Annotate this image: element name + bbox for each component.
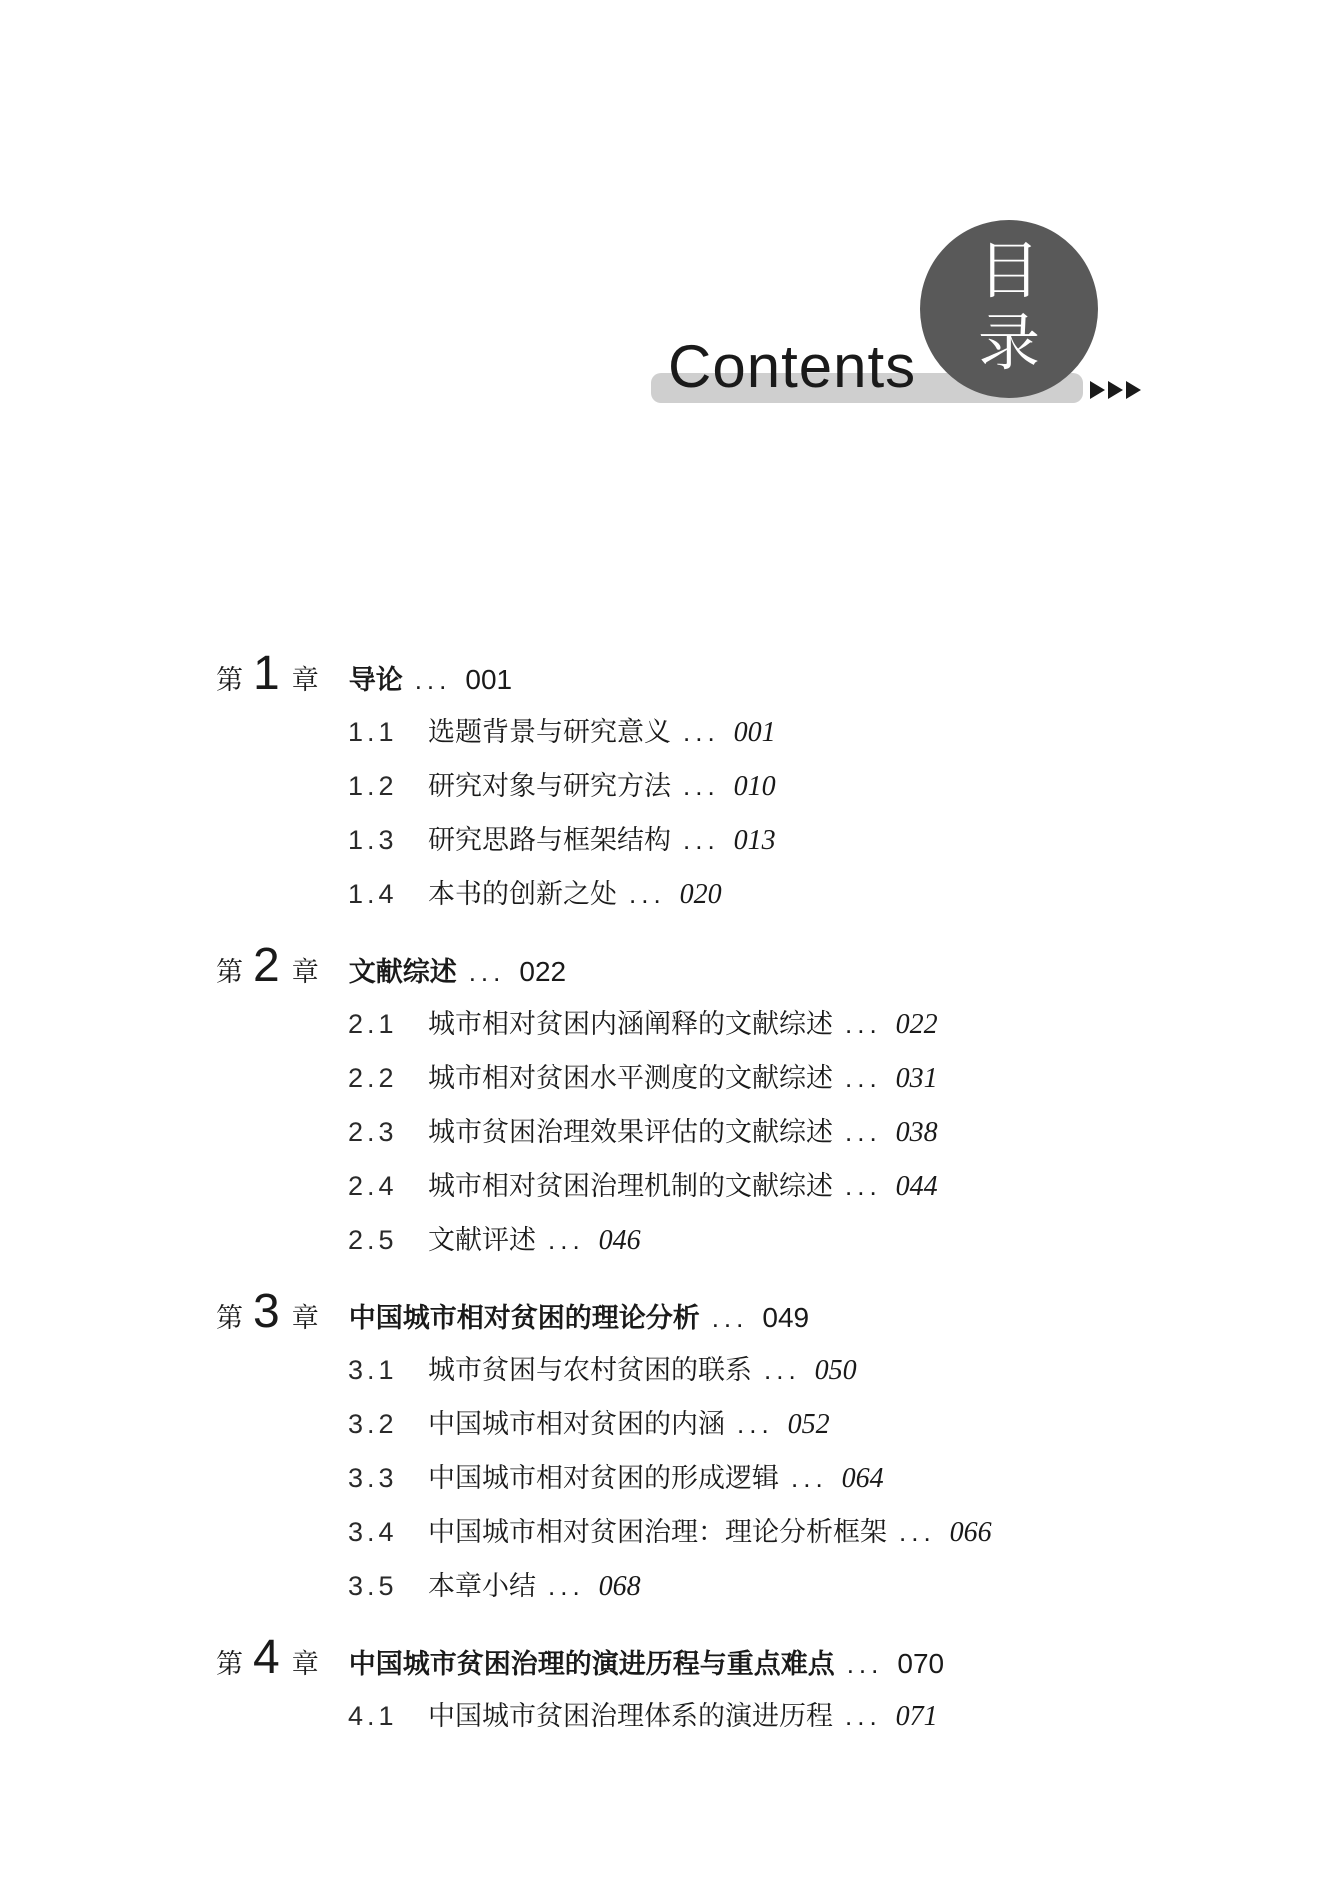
section-number: 1.2	[348, 771, 398, 801]
section-3-1-entry[interactable]	[348, 1348, 857, 1388]
section-number: 2.5	[348, 1225, 398, 1255]
section-page-number: 068	[598, 1571, 641, 1602]
chapter-page-number: 070	[897, 1648, 945, 1679]
chapter-prefix: 第	[216, 665, 243, 696]
section-title: 研究思路与框架结构	[428, 825, 671, 856]
chapter-number: 4	[253, 1631, 280, 1684]
chapter-prefix: 第	[216, 1649, 243, 1680]
section-number: 3.3	[348, 1463, 398, 1493]
section-2-2-entry[interactable]	[348, 1056, 938, 1096]
section-page-number: 038	[895, 1117, 938, 1148]
section-number: 3.5	[348, 1571, 398, 1601]
section-page-number: 013	[733, 825, 776, 856]
section-3-5-entry[interactable]	[348, 1564, 641, 1604]
leader-dots: ...	[683, 825, 720, 855]
chapter-suffix: 章	[291, 1649, 319, 1680]
section-3-2-entry[interactable]	[348, 1402, 830, 1442]
section-1-2-entry[interactable]	[348, 764, 776, 804]
leader-dots: ...	[468, 957, 506, 987]
section-1-4-entry[interactable]	[348, 872, 722, 912]
section-4-1-entry[interactable]	[348, 1694, 938, 1734]
section-1-3-entry[interactable]	[348, 818, 776, 858]
leader-dots: ...	[683, 717, 720, 747]
section-page-number: 044	[895, 1171, 938, 1202]
section-title: 城市相对贫困治理机制的文献综述	[428, 1171, 833, 1202]
section-page-number: 064	[841, 1463, 884, 1494]
section-title: 城市相对贫困水平测度的文献综述	[428, 1063, 833, 1094]
section-2-1-entry[interactable]	[348, 1002, 938, 1042]
chapter-suffix: 章	[291, 665, 319, 696]
leader-dots: ...	[791, 1463, 828, 1493]
leader-dots: ...	[846, 1649, 884, 1679]
mulu-char-2: 录	[977, 306, 1040, 379]
leader-dots: ...	[764, 1355, 801, 1385]
section-page-number: 052	[787, 1409, 830, 1440]
chapter-title: 中国城市相对贫困的理论分析	[348, 1303, 700, 1334]
section-number: 3.2	[348, 1409, 398, 1439]
chapter-page-number: 022	[519, 956, 567, 987]
section-page-number: 022	[895, 1009, 938, 1040]
section-page-number: 046	[598, 1225, 641, 1256]
chapter-title: 导论	[348, 665, 403, 696]
section-3-3-entry[interactable]	[348, 1456, 884, 1496]
section-title: 中国城市相对贫困治理：理论分析框架	[428, 1517, 887, 1548]
section-page-number: 066	[949, 1517, 992, 1548]
section-2-3-entry[interactable]	[348, 1110, 938, 1150]
section-number: 2.4	[348, 1171, 398, 1201]
section-number: 2.3	[348, 1117, 398, 1147]
chapter-number: 3	[253, 1285, 280, 1338]
section-2-4-entry[interactable]	[348, 1164, 938, 1204]
leader-dots: ...	[845, 1009, 882, 1039]
section-number: 2.1	[348, 1009, 398, 1039]
section-number: 1.3	[348, 825, 398, 855]
chapter-suffix: 章	[291, 1303, 319, 1334]
chapter-number: 2	[253, 939, 280, 992]
section-title: 中国城市相对贫困的内涵	[428, 1409, 725, 1440]
chapter-number: 1	[253, 647, 280, 700]
chapter-prefix: 第	[216, 957, 243, 988]
section-title: 研究对象与研究方法	[428, 771, 671, 802]
chapter-page-number: 001	[465, 664, 513, 695]
section-page-number: 031	[895, 1063, 938, 1094]
contents-heading: Contents	[668, 333, 917, 400]
leader-dots: ...	[737, 1409, 774, 1439]
section-2-5-entry[interactable]	[348, 1218, 641, 1258]
leader-dots: ...	[845, 1171, 882, 1201]
section-title: 城市贫困与农村贫困的联系	[428, 1355, 752, 1386]
section-title: 中国城市相对贫困的形成逻辑	[428, 1463, 779, 1494]
leader-dots: ...	[711, 1303, 749, 1333]
section-title: 中国城市贫困治理体系的演进历程	[428, 1701, 833, 1732]
leader-dots: ...	[548, 1225, 585, 1255]
leader-dots: ...	[845, 1063, 882, 1093]
section-number: 1.4	[348, 879, 398, 909]
section-title: 文献评述	[428, 1225, 536, 1256]
section-page-number: 001	[733, 717, 776, 748]
section-3-4-entry[interactable]	[348, 1510, 992, 1550]
section-title: 城市相对贫困内涵阐释的文献综述	[428, 1009, 833, 1040]
leader-dots: ...	[845, 1117, 882, 1147]
chapter-page-number: 049	[762, 1302, 810, 1333]
section-page-number: 010	[733, 771, 776, 802]
chapter-title: 文献综述	[348, 957, 457, 988]
section-number: 3.1	[348, 1355, 398, 1385]
chapter-2-entry[interactable]	[216, 939, 567, 996]
section-page-number: 071	[895, 1701, 938, 1732]
section-title: 选题背景与研究意义	[428, 717, 671, 748]
leader-dots: ...	[683, 771, 720, 801]
section-number: 4.1	[348, 1701, 398, 1731]
leader-dots: ...	[414, 665, 452, 695]
chapter-prefix: 第	[216, 1303, 243, 1334]
section-number: 2.2	[348, 1063, 398, 1093]
leader-dots: ...	[899, 1517, 936, 1547]
leader-dots: ...	[629, 879, 666, 909]
leader-dots: ...	[548, 1571, 585, 1601]
chapter-3-entry[interactable]	[216, 1285, 810, 1342]
section-page-number: 050	[814, 1355, 857, 1386]
chapter-1-entry[interactable]	[216, 647, 513, 704]
section-title: 本章小结	[428, 1571, 536, 1602]
section-number: 1.1	[348, 717, 398, 747]
section-1-1-entry[interactable]	[348, 710, 776, 750]
section-page-number: 020	[679, 879, 722, 910]
leader-dots: ...	[845, 1701, 882, 1731]
section-title: 城市贫困治理效果评估的文献综述	[428, 1117, 833, 1148]
chapter-title: 中国城市贫困治理的演进历程与重点难点	[348, 1649, 835, 1680]
section-number: 3.4	[348, 1517, 398, 1547]
section-title: 本书的创新之处	[428, 879, 617, 910]
mulu-char-1: 目	[977, 234, 1040, 307]
chapter-suffix: 章	[291, 957, 319, 988]
chapter-4-entry[interactable]	[216, 1631, 945, 1688]
